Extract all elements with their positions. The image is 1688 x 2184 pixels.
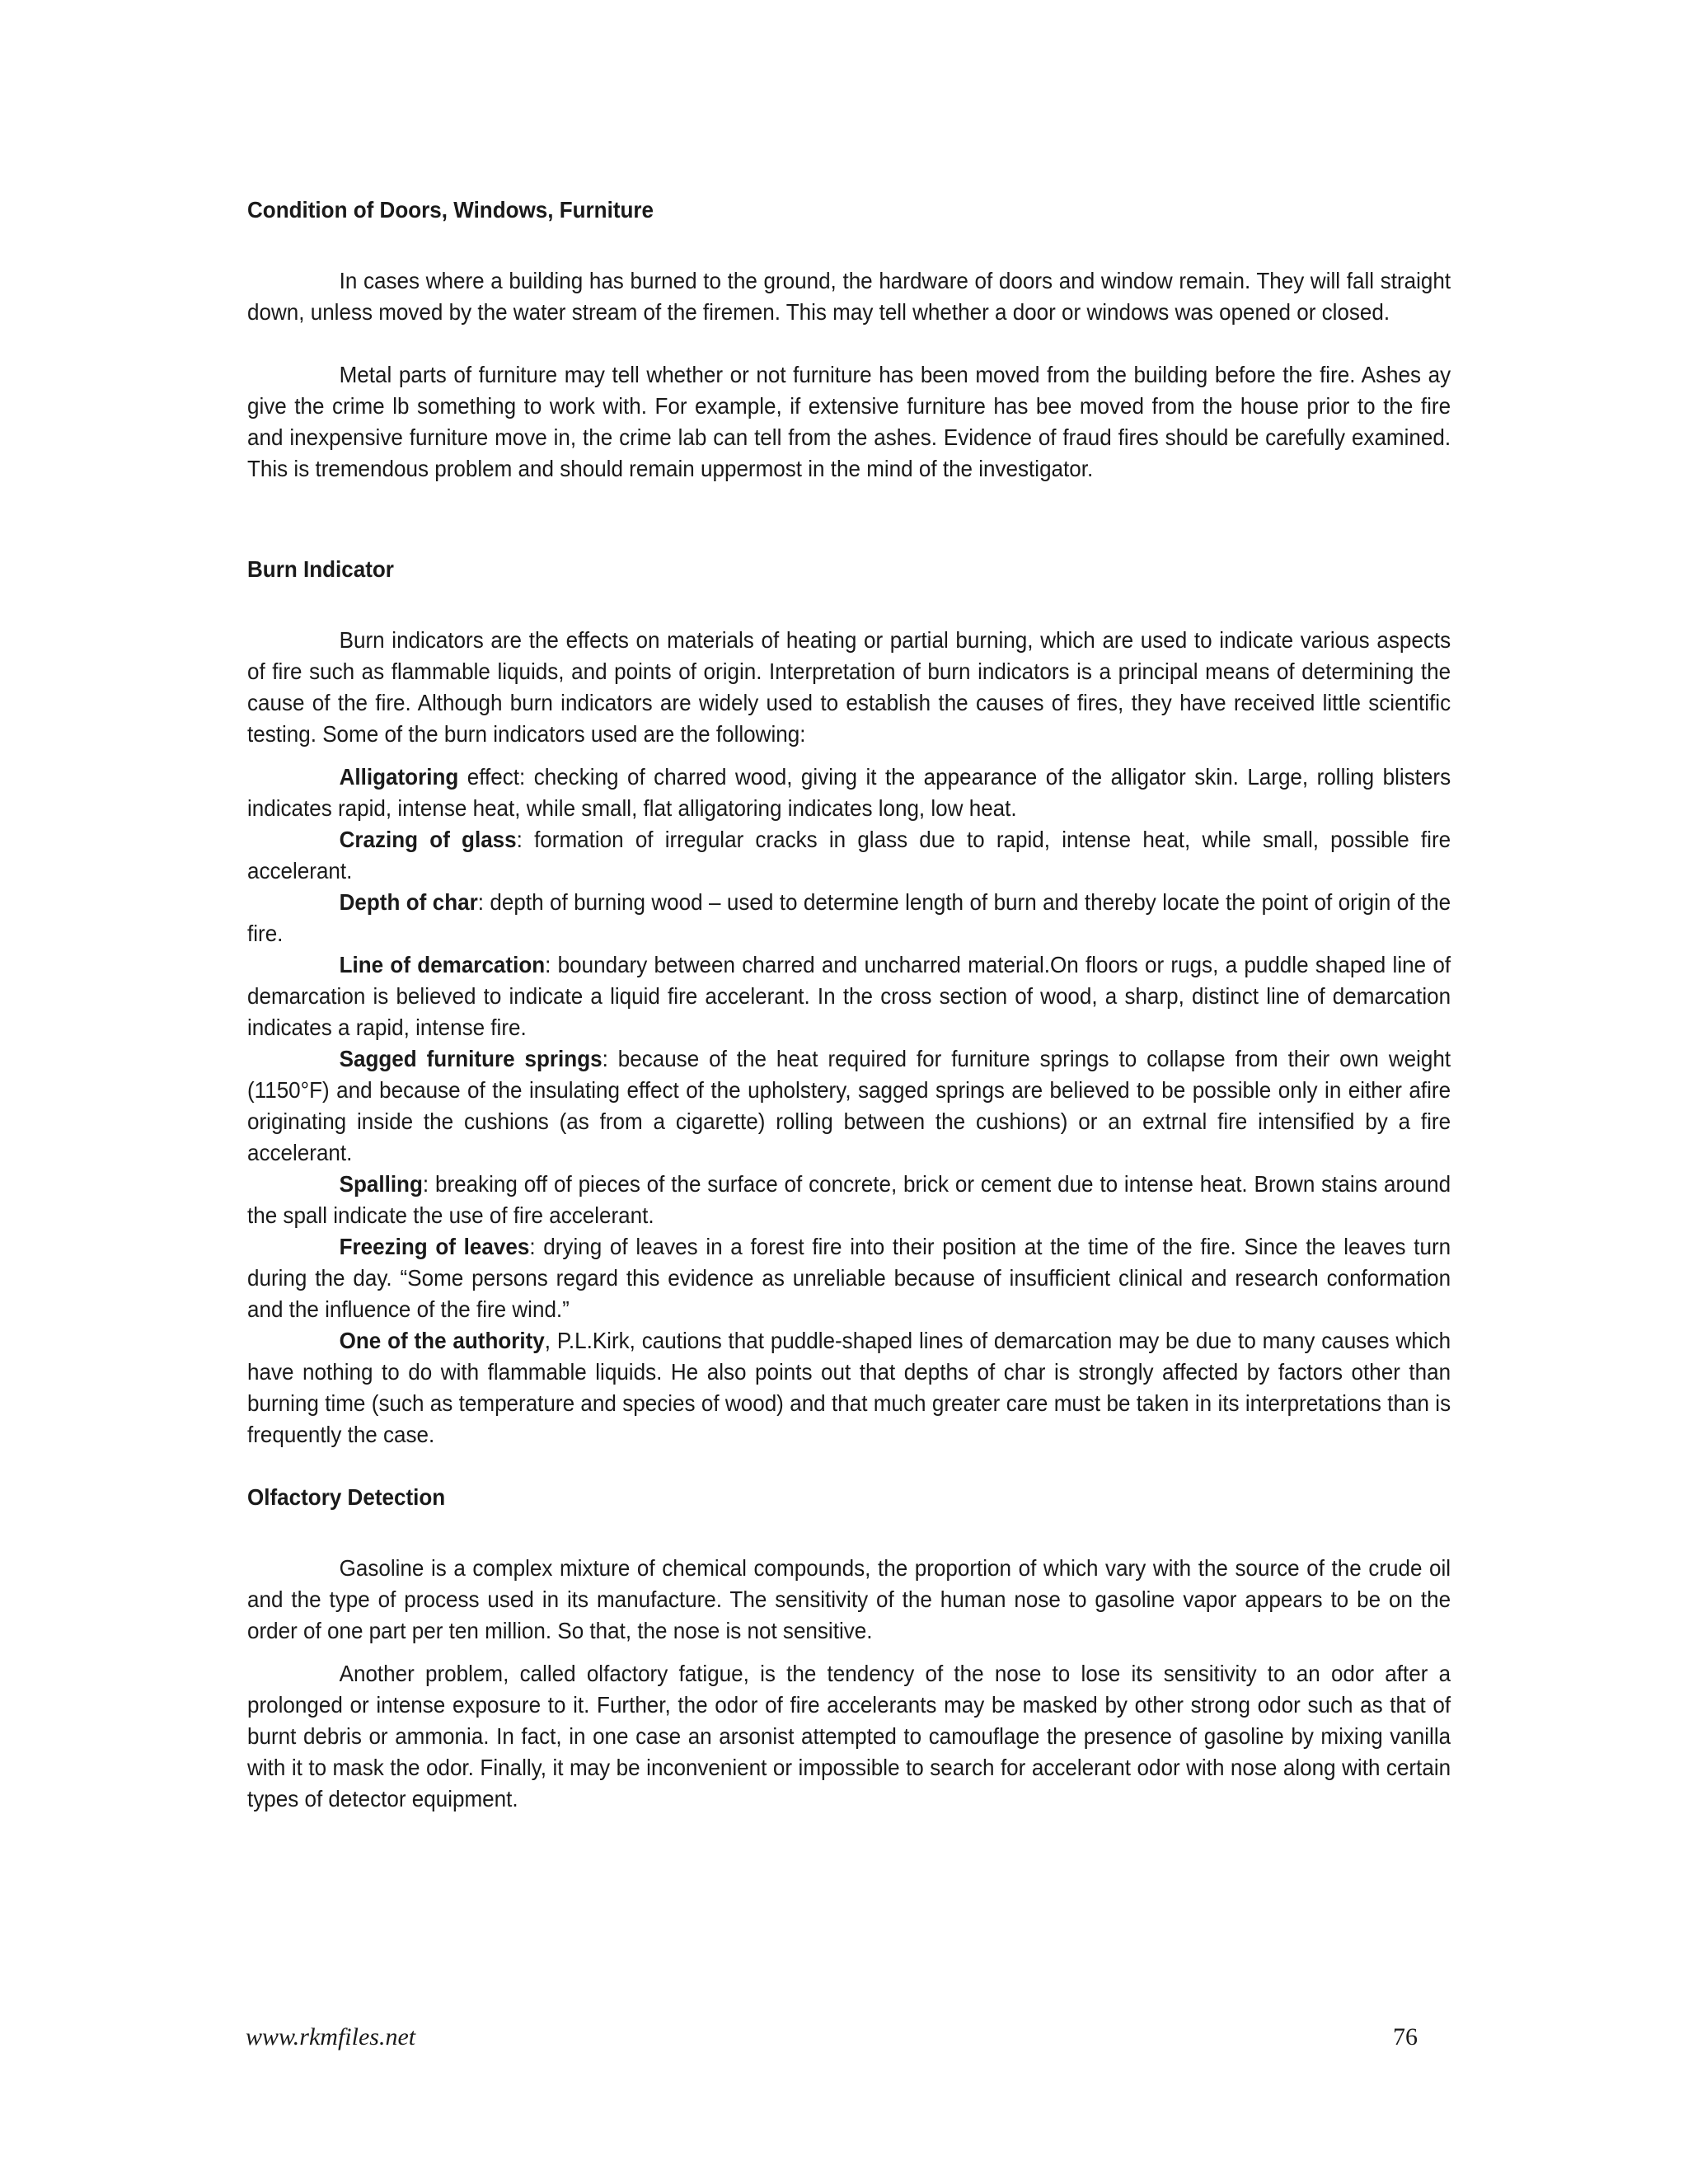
term: Depth of char — [339, 889, 478, 915]
definition: : breaking off of pieces of the surface of concrete, brick or cement due to intense heat. Brown stains around the spall indicate the use of fire accelerant. — [247, 1171, 1451, 1228]
term: One of the authority — [339, 1328, 545, 1353]
definition: : because of the heat required for furniture springs to collapse from their own weight (1150°F) and because of the insulating effect of the upholstery, sagged springs are believed to be possible only in either afire originating inside the cushions (as from a cigarette) rolling between the cushions) or an extrnal fire intensified by a fire accelerant. — [247, 1046, 1451, 1165]
term: Freezing of leaves — [339, 1234, 530, 1259]
definition: : formation of irregular cracks in glass due to rapid, intense heat, while small, possible fire accelerant. — [247, 827, 1451, 883]
burn-indicator-item — [247, 1231, 1451, 1325]
burn-indicator-item — [247, 824, 1451, 887]
burn-indicator-item — [247, 1043, 1451, 1169]
burn-indicator-item — [247, 887, 1451, 949]
paragraph: Another problem, called olfactory fatigue, is the tendency of the nose to lose its sensitivity to an odor after a prolonged or intense exposure to it. Further, the odor of fire accelerants may be masked by other strong odor such as that of burnt debris or ammonia. In fact, in one case an arsonist attempted to camouflage the presence of gasoline by mixing vanilla with it to mask the odor. Finally, it may be inconvenient or impossible to search for accelerant odor with nose along with certain types of detector equipment. — [247, 1661, 1451, 1811]
paragraph: In cases where a building has burned to the ground, the hardware of doors and window remain. They will fall straight down, unless moved by the water stream of the firemen. This may tell whether a door or windows was opened or closed. — [247, 268, 1451, 325]
term: Line of demarcation — [339, 952, 546, 977]
paragraph: Burn indicators are the effects on materials of heating or partial burning, which are used to indicate various aspects of fire such as flammable liquids, and points of origin. Interpretation of burn indicators is a principal means of determining the cause of the fire. Although burn indicators are widely used to establish the causes of fires, they have received little scientific testing. Some of the burn indicators used are the following: — [247, 627, 1451, 747]
burn-indicator-item — [247, 949, 1451, 1043]
page-content — [247, 194, 1451, 1815]
burn-indicator-item — [247, 1169, 1451, 1231]
term: Spalling — [339, 1171, 423, 1197]
term: Alligatoring — [339, 764, 459, 790]
burn-indicator-item — [247, 762, 1451, 824]
paragraph: Gasoline is a complex mixture of chemical compounds, the proportion of which vary with the source of the crude oil and the type of process used in its manufacture. The sensitivity of the human nose to gasoline vapor appears to be on the order of one part per ten million. So that, the nose is not sensitive. — [247, 1555, 1451, 1643]
term: Crazing of glass — [339, 827, 517, 852]
section-heading-olfactory: Olfactory Detection — [247, 1484, 446, 1510]
definition: : depth of burning wood – used to determine length of burn and thereby locate the point of origin of the fire. — [247, 889, 1451, 946]
definition: : boundary between charred and uncharred material.On floors or rugs, a puddle shaped line of demarcation is believed to indicate a liquid fire accelerant. In the cross section of wood, a sharp, distinct line of demarcation indicates a rapid, intense fire. — [247, 952, 1451, 1040]
burn-indicator-item — [247, 1325, 1451, 1451]
definition: effect: checking of charred wood, giving it the appearance of the alligator skin. Large, rolling blisters indicates rapid, intense heat, while small, flat alligatoring indicates long, low heat. — [247, 764, 1451, 821]
term: Sagged furniture springs — [339, 1046, 603, 1071]
definition: : drying of leaves in a forest fire into their position at the time of the fire. Since the leaves turn during the day. “Some persons regard this evidence as unreliable because of insufficient clinical and research conformation and the influence of the fire wind.” — [247, 1234, 1451, 1322]
paragraph: Metal parts of furniture may tell whether or not furniture has been moved from the building before the fire. Ashes ay give the crime lb something to work with. For example, if extensive furniture has bee moved from the house prior to the fire and inexpensive furniture move in, the crime lab can tell from the ashes. Evidence of fraud fires should be carefully examined. This is tremendous problem and should remain uppermost in the mind of the investigator. — [247, 362, 1451, 481]
definition: , P.L.Kirk, cautions that puddle-shaped lines of demarcation may be due to many causes which have nothing to do with flammable liquids. He also points out that depths of char is strongly affected by factors other than burning time (such as temperature and species of wood) and that much greater care must be taken in its interpretations than is frequently the case. — [247, 1328, 1451, 1447]
footer-website: www.rkmfiles.net — [246, 2023, 416, 2050]
section-heading-doors: Condition of Doors, Windows, Furniture — [247, 197, 654, 223]
page-number: 76 — [1393, 2023, 1418, 2050]
section-heading-burn-indicator: Burn Indicator — [247, 556, 394, 582]
